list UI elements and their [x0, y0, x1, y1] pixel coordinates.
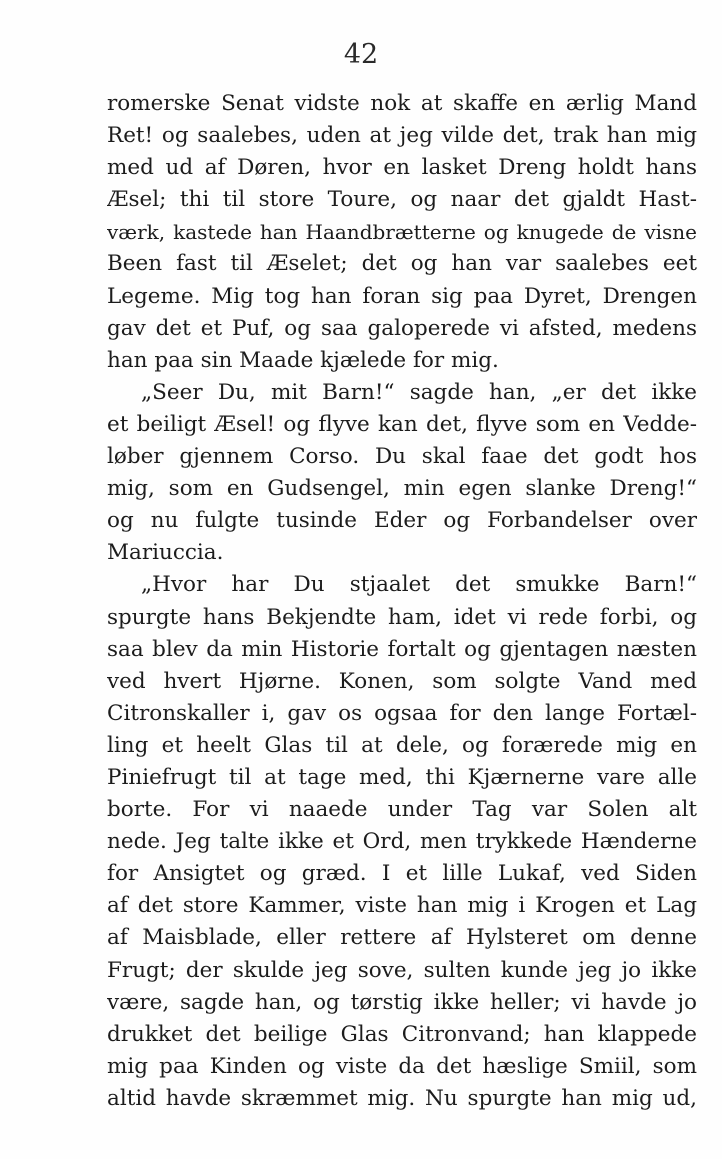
text-line: værk, kastede han Haandbrætterne og knugede de visne [107, 220, 697, 245]
text-line: Been fast til Æselet; det og han var saalebes eet [107, 251, 697, 277]
text-line: mig, som en Gudsengel, min egen slanke Dreng!“ [107, 476, 697, 502]
body-text [107, 88, 697, 1115]
text-line: gav det et Puf, og saa galoperede vi afsted, medens [107, 315, 697, 341]
page-number: 42 [343, 39, 379, 70]
text-line: og nu fulgte tusinde Eder og Forbandelser over [107, 508, 697, 534]
text-line: „Seer Du, mit Barn!“ sagde han, „er det ikke [141, 379, 697, 405]
text-line: af det store Kammer, viste han mig i Krogen et Lag [107, 893, 697, 919]
text-line: nede. Jeg talte ikke et Ord, men trykkede Hænderne [107, 829, 697, 855]
text-line: Frugt; der skulde jeg sove, sulten kunde jeg jo ikke [107, 957, 697, 983]
text-line: han paa sin Maade kjælede for mig. [107, 347, 499, 373]
text-line: ved hvert Hjørne. Konen, som solgte Vand med [107, 668, 697, 694]
text-line: med ud af Døren, hvor en lasket Dreng holdt hans [107, 155, 697, 181]
text-line: mig paa Kinden og viste da det hæslige Smiil, som [107, 1053, 697, 1079]
text-line: være, sagde han, og tørstig ikke heller; vi havde jo [107, 989, 697, 1015]
text-line: spurgte hans Bekjendte ham, idet vi rede forbi, og [107, 604, 697, 630]
text-line: saa blev da min Historie fortalt og gjentagen næsten [107, 636, 697, 662]
text-line: borte. For vi naaede under Tag var Solen alt [107, 797, 697, 823]
text-line: et beiligt Æsel! og flyve kan det, flyve som en Vedde- [107, 411, 697, 437]
text-line: „Hvor har Du stjaalet det smukke Barn!“ [141, 572, 697, 598]
text-line: Legeme. Mig tog han foran sig paa Dyret, Drengen [107, 283, 697, 309]
text-line: Mariuccia. [107, 540, 224, 566]
text-line: Æsel; thi til store Toure, og naar det gjaldt Hast- [107, 187, 697, 213]
text-line: løber gjennem Corso. Du skal faae det godt hos [107, 444, 697, 470]
text-line: altid havde skræmmet mig. Nu spurgte han mig ud, [107, 1085, 697, 1111]
text-line: Piniefrugt til at tage med, thi Kjærnerne vare alle [107, 764, 697, 790]
text-line: Ret! og saalebes, uden at jeg vilde det, trak han mig [107, 123, 697, 149]
text-line: romerske Senat vidste nok at skaffe en ærlig Mand [107, 91, 697, 116]
text-line: drukket det beilige Glas Citronvand; han klappede [107, 1021, 697, 1047]
text-line: for Ansigtet og græd. I et lille Lukaf, ved Siden [107, 861, 697, 887]
text-line: Citronskaller i, gav os ogsaa for den lange Fortæl- [107, 700, 697, 726]
text-line: af Maisblade, eller rettere af Hylsteret om denne [107, 925, 697, 951]
text-line: ling et heelt Glas til at dele, og forærede mig en [107, 732, 697, 758]
